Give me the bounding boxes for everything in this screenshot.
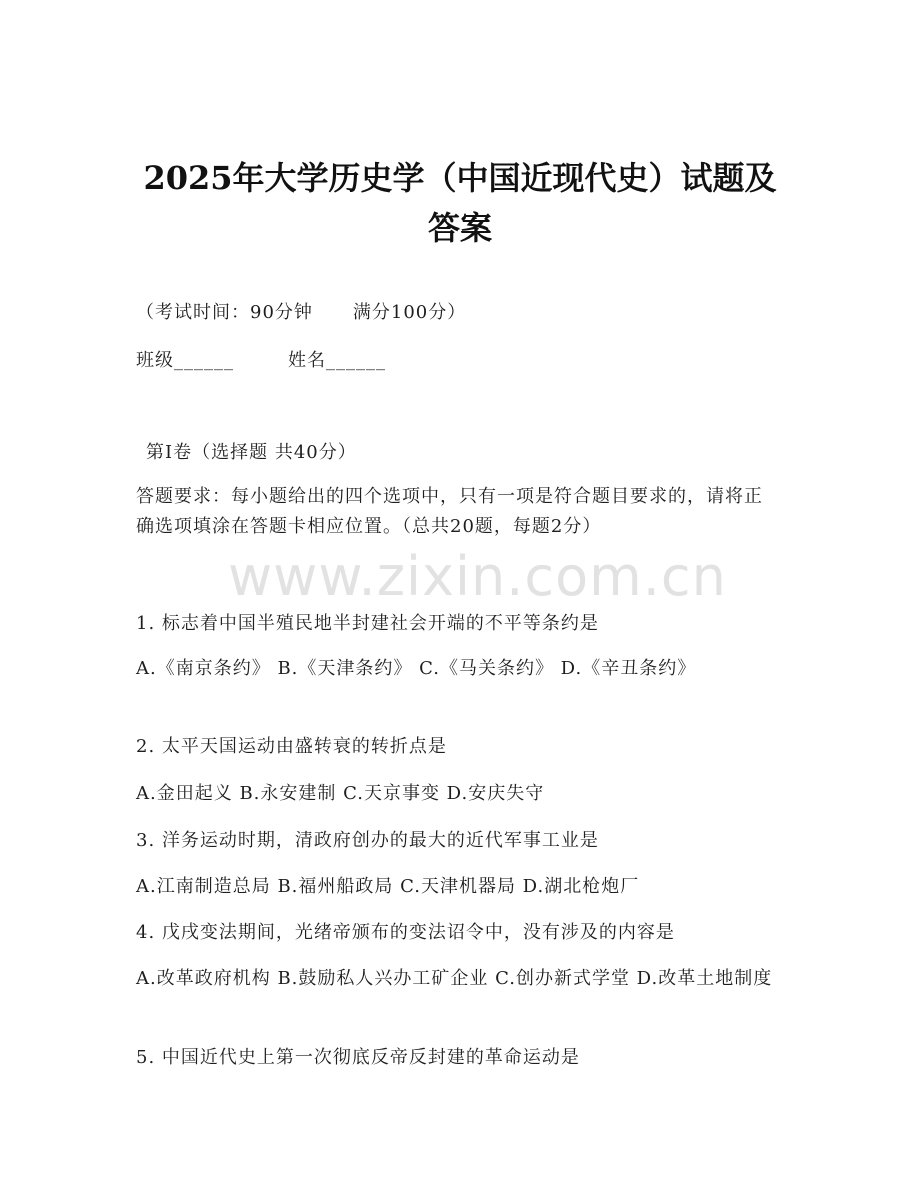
question-3-stem: 3. 洋务运动时期，清政府创办的最大的近代军事工业是: [136, 830, 599, 851]
exam-info: [136, 298, 796, 328]
question-1-stem: 1. 标志着中国半殖民地半封建社会开端的不平等条约是: [136, 613, 599, 634]
page-title-line-2: 答案: [427, 209, 492, 247]
question-2-stem: 2. 太平天国运动由盛转衰的转折点是: [136, 736, 447, 757]
class-field: 班级______: [136, 350, 234, 371]
question-3-options: A.江南制造总局 B.福州船政局 C.天津机器局 D.湖北枪炮厂: [136, 876, 640, 897]
question-5-stem: 5. 中国近代史上第一次彻底反帝反封建的革命运动是: [136, 1047, 580, 1068]
question-4-stem: 4. 戊戌变法期间，光绪帝颁布的变法诏令中，没有涉及的内容是: [136, 922, 675, 943]
exam-score: 满分100分）: [352, 302, 467, 323]
watermark: www.zixin.com.cn: [228, 545, 727, 608]
student-fields: [136, 346, 796, 376]
exam-time: （考试时间：90分钟: [136, 302, 313, 323]
page-title-line-1: 2025年大学历史学（中国近现代史）试题及: [143, 159, 777, 197]
question-1-options: A.《南京条约》 B.《天津条约》 C.《马关条约》 D.《辛丑条约》: [136, 658, 697, 679]
section-heading: 第Ⅰ卷（选择题 共40分）: [146, 442, 357, 463]
question-4-options: A.改革政府机构 B.鼓励私人兴办工矿企业 C.创办新式学堂 D.改革土地制度: [136, 968, 773, 989]
name-field: 姓名______: [288, 350, 386, 371]
section-instructions: 答题要求：每小题给出的四个选项中，只有一项是符合题目要求的，请将正确选项填涂在答题卡相应位置。（总共20题，每题2分）: [136, 486, 763, 537]
question-2-options: A.金田起义 B.永安建制 C.天京事变 D.安庆失守: [136, 783, 545, 804]
